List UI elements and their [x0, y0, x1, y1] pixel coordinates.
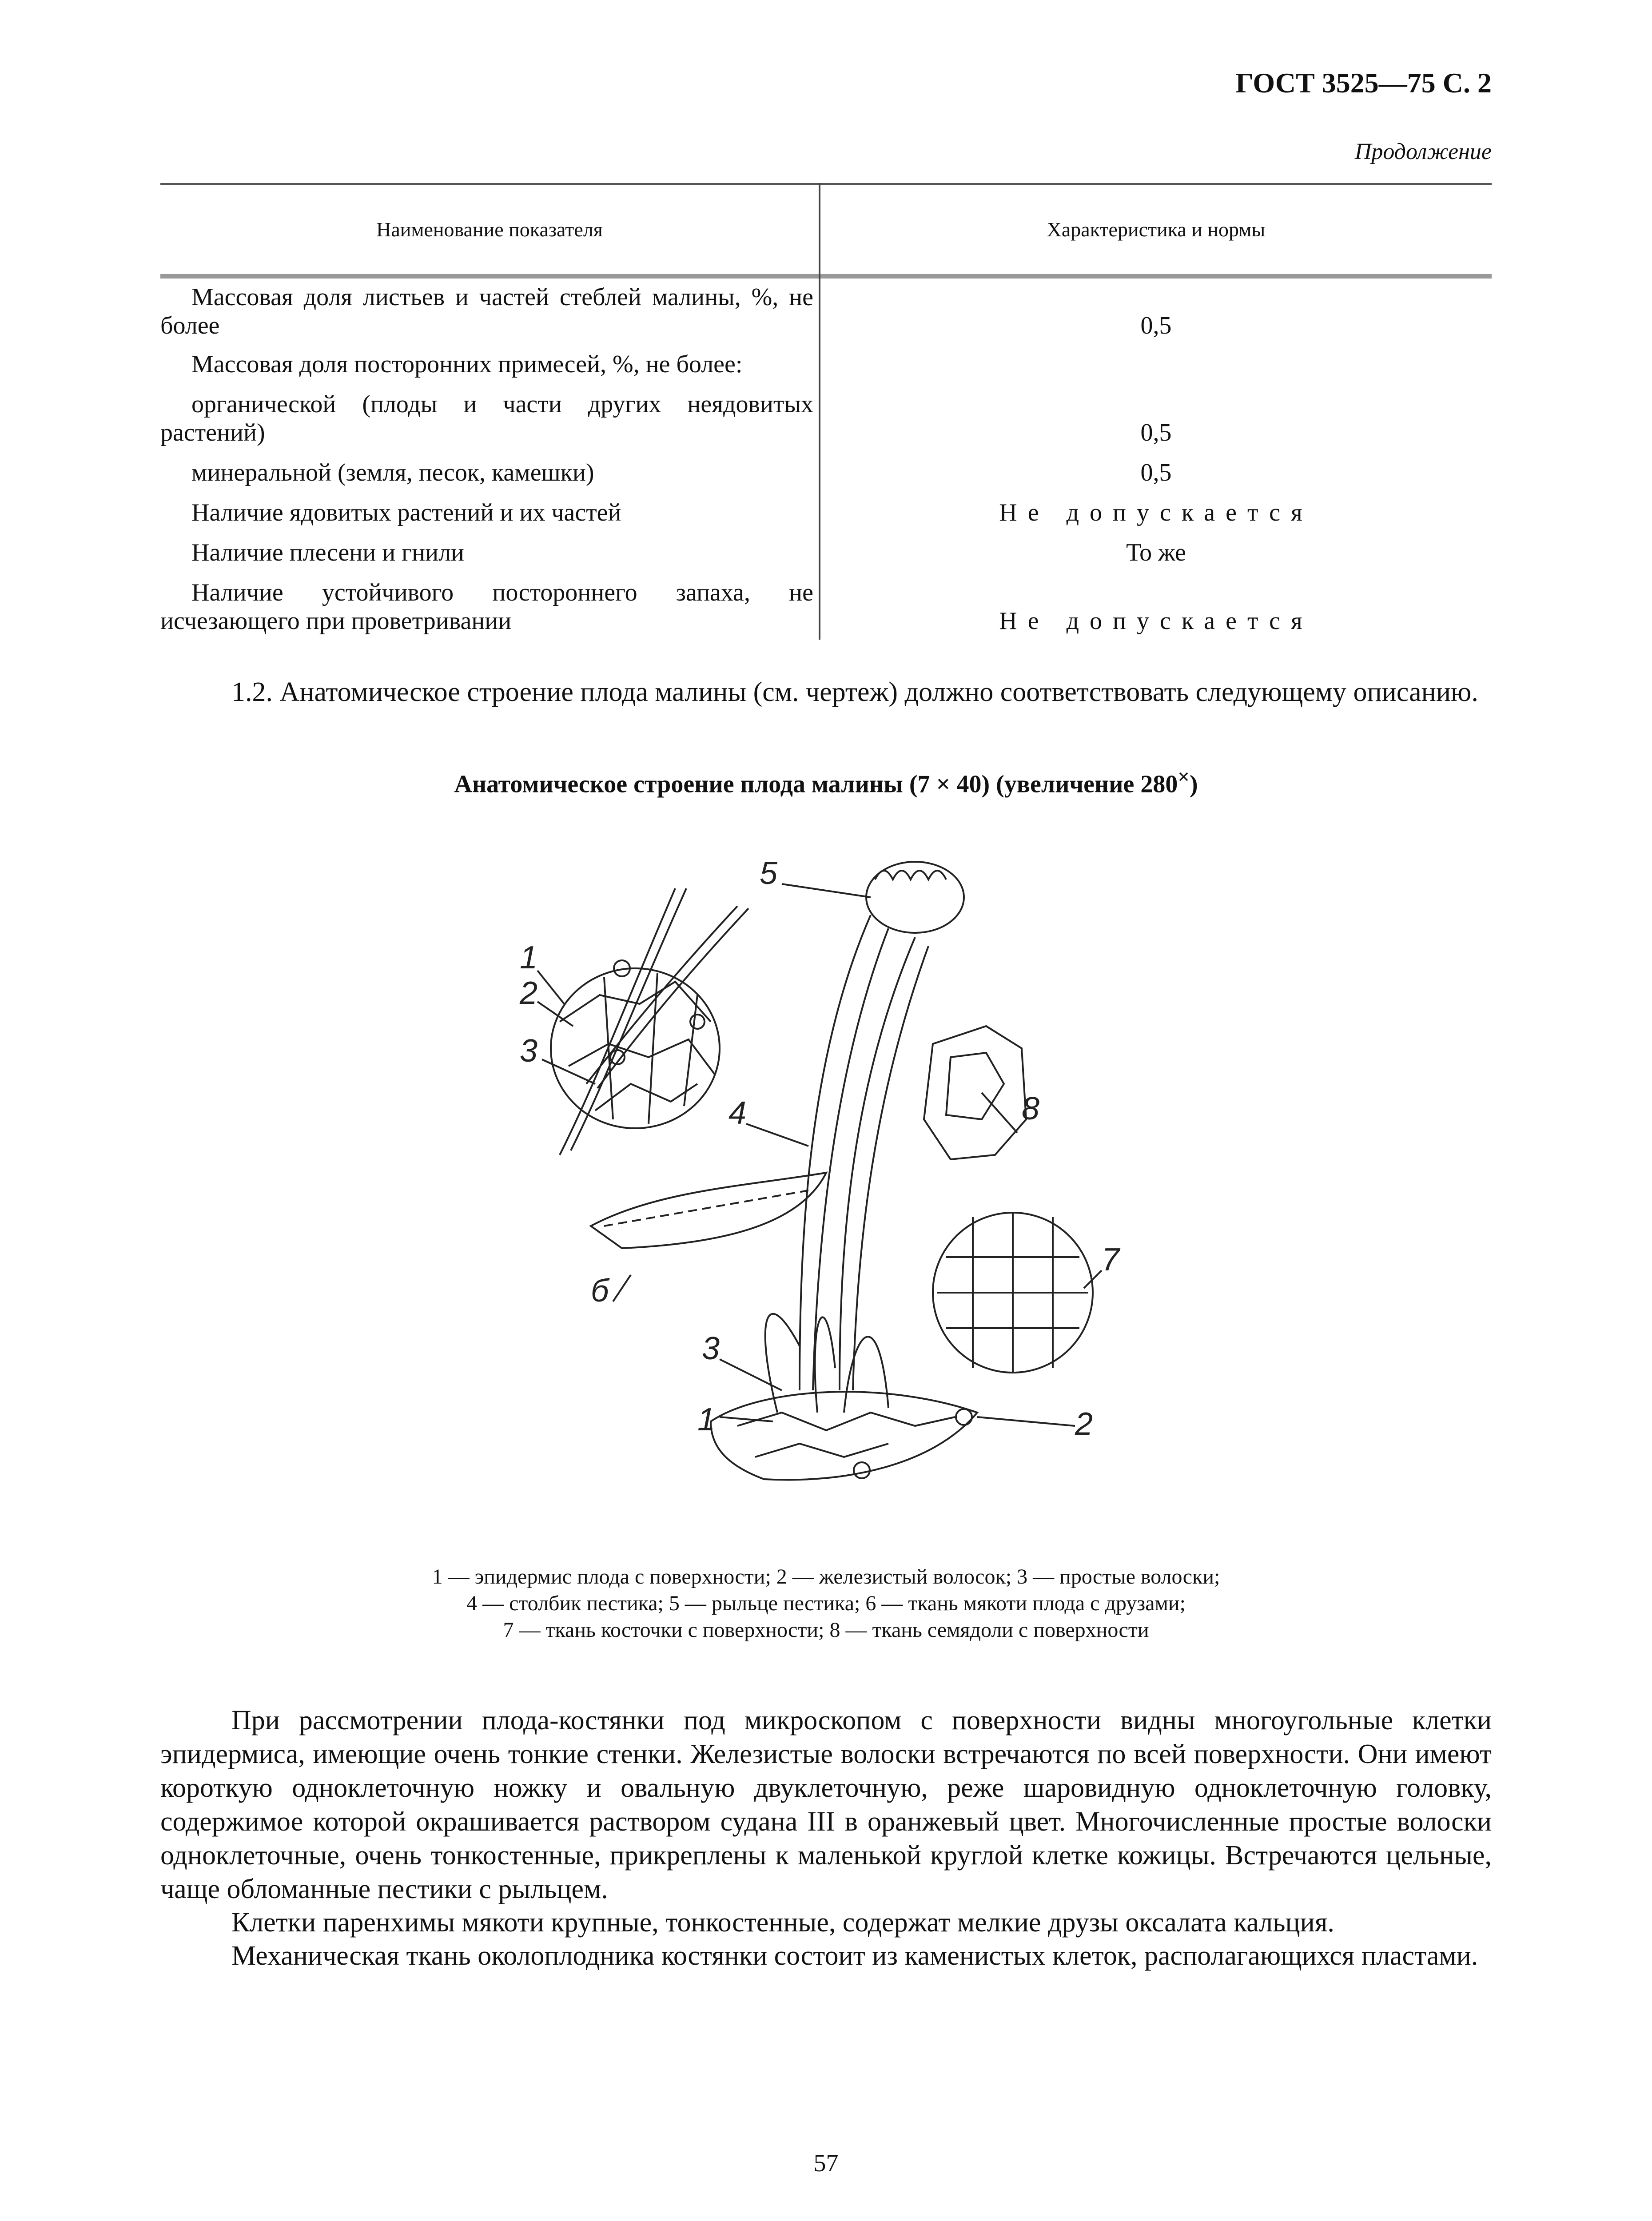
caption-line: 4 — столбик пестика; 5 — рыльце пестика; 6 — ткань мякоти плода с друзами;	[466, 1592, 1186, 1615]
row-value: То же	[1126, 539, 1186, 566]
pistil-style	[800, 915, 928, 1390]
figure-title: Анатомическое строение плода малины (7 × 40) (увеличение 280×)	[454, 765, 1198, 798]
label-6: б	[591, 1273, 609, 1309]
row-value: 0,5	[1140, 419, 1172, 446]
label-1: 1	[520, 940, 538, 975]
row-name: Массовая доля листьев и частей стеблей малины, %, не более	[160, 283, 813, 339]
body-paragraph: Механическая ткань околоплодника костянки состоит из каменистых клеток, располагающихся пластами.	[231, 1941, 1478, 1971]
label-1-bottom: 1	[697, 1402, 716, 1437]
body-paragraph: Клетки паренхимы мякоти крупные, тонкостенные, содержат мелкие друзы оксалата кальция.	[231, 1907, 1334, 1938]
table-top-rule	[160, 183, 1492, 185]
raspberry-anatomy-drawing	[489, 835, 1199, 1546]
label-7: 7	[1102, 1242, 1120, 1278]
continuation-label: Продолжение	[1354, 139, 1492, 164]
section-1-2-paragraph: 1.2. Анатомическое строение плода малины (см. чертеж) должно соответствовать следующему описанию.	[231, 677, 1478, 707]
label-3: 3	[520, 1033, 538, 1069]
row-name: Наличие плесени и гнили	[191, 539, 464, 566]
indicators-table	[160, 183, 1492, 640]
row-value: Не допускается	[999, 607, 1313, 635]
label-8: 8	[1022, 1091, 1040, 1126]
document-code: ГОСТ 3525—75 С. 2	[1235, 67, 1492, 99]
pulp-tissue	[591, 1173, 826, 1248]
caption-line: 1 — эпидермис плода с поверхности; 2 — железистый волосок; 3 — простые волоски;	[432, 1565, 1220, 1588]
table-header-rule	[160, 274, 1492, 279]
label-4: 4	[728, 1095, 747, 1131]
cotyledon-tissue	[924, 1026, 1026, 1159]
row-name: Наличие ядовитых растений и их частей	[191, 499, 621, 526]
simple-hairs	[560, 888, 686, 1155]
row-name: Массовая доля посторонних примесей, %, не более:	[191, 350, 743, 378]
label-3-bottom: 3	[702, 1331, 720, 1366]
caption-line: 7 — ткань косточки с поверхности; 8 — ткань семядоли с поверхности	[503, 1618, 1149, 1642]
row-value: Не допускается	[999, 499, 1313, 526]
column-header-norms: Характеристика и нормы	[1047, 218, 1266, 241]
label-2: 2	[520, 975, 538, 1011]
body-paragraph: При рассмотрении плода-костянки под микроскопом с поверхности видны многоугольные клетки эпидермиса, имеющие очень тонкие стенки. Железистые волоски встречаются по всей поверхности. Они имеют короткую одноклеточную ножку и овальную двуклеточную, реже шаровидную одноклеточную головку, содержимое которой окрашивается раствором судана III в оранжевый цвет. Многочисленные простые волоски одноклеточные, очень тонкостенные, прикреплены к маленькой круглой клетке кожицы. Встречаются цельные, чаще обломанные пестики с рыльцем.	[160, 1705, 1492, 1904]
row-value: 0,5	[1140, 459, 1172, 486]
column-header-indicator: Наименование показателя	[376, 218, 603, 241]
table-column-divider	[819, 183, 820, 640]
row-name: Наличие устойчивого постороннего запаха, не исчезающего при проветривании	[160, 579, 813, 635]
label-5: 5	[760, 856, 778, 891]
row-name: минеральной (земля, песок, камешки)	[191, 459, 594, 486]
row-name: органической (плоды и части других неядовитых растений)	[160, 390, 813, 446]
row-value: 0,5	[1140, 312, 1172, 339]
page-number: 57	[813, 2149, 839, 2177]
label-2-bottom: 2	[1075, 1406, 1093, 1442]
